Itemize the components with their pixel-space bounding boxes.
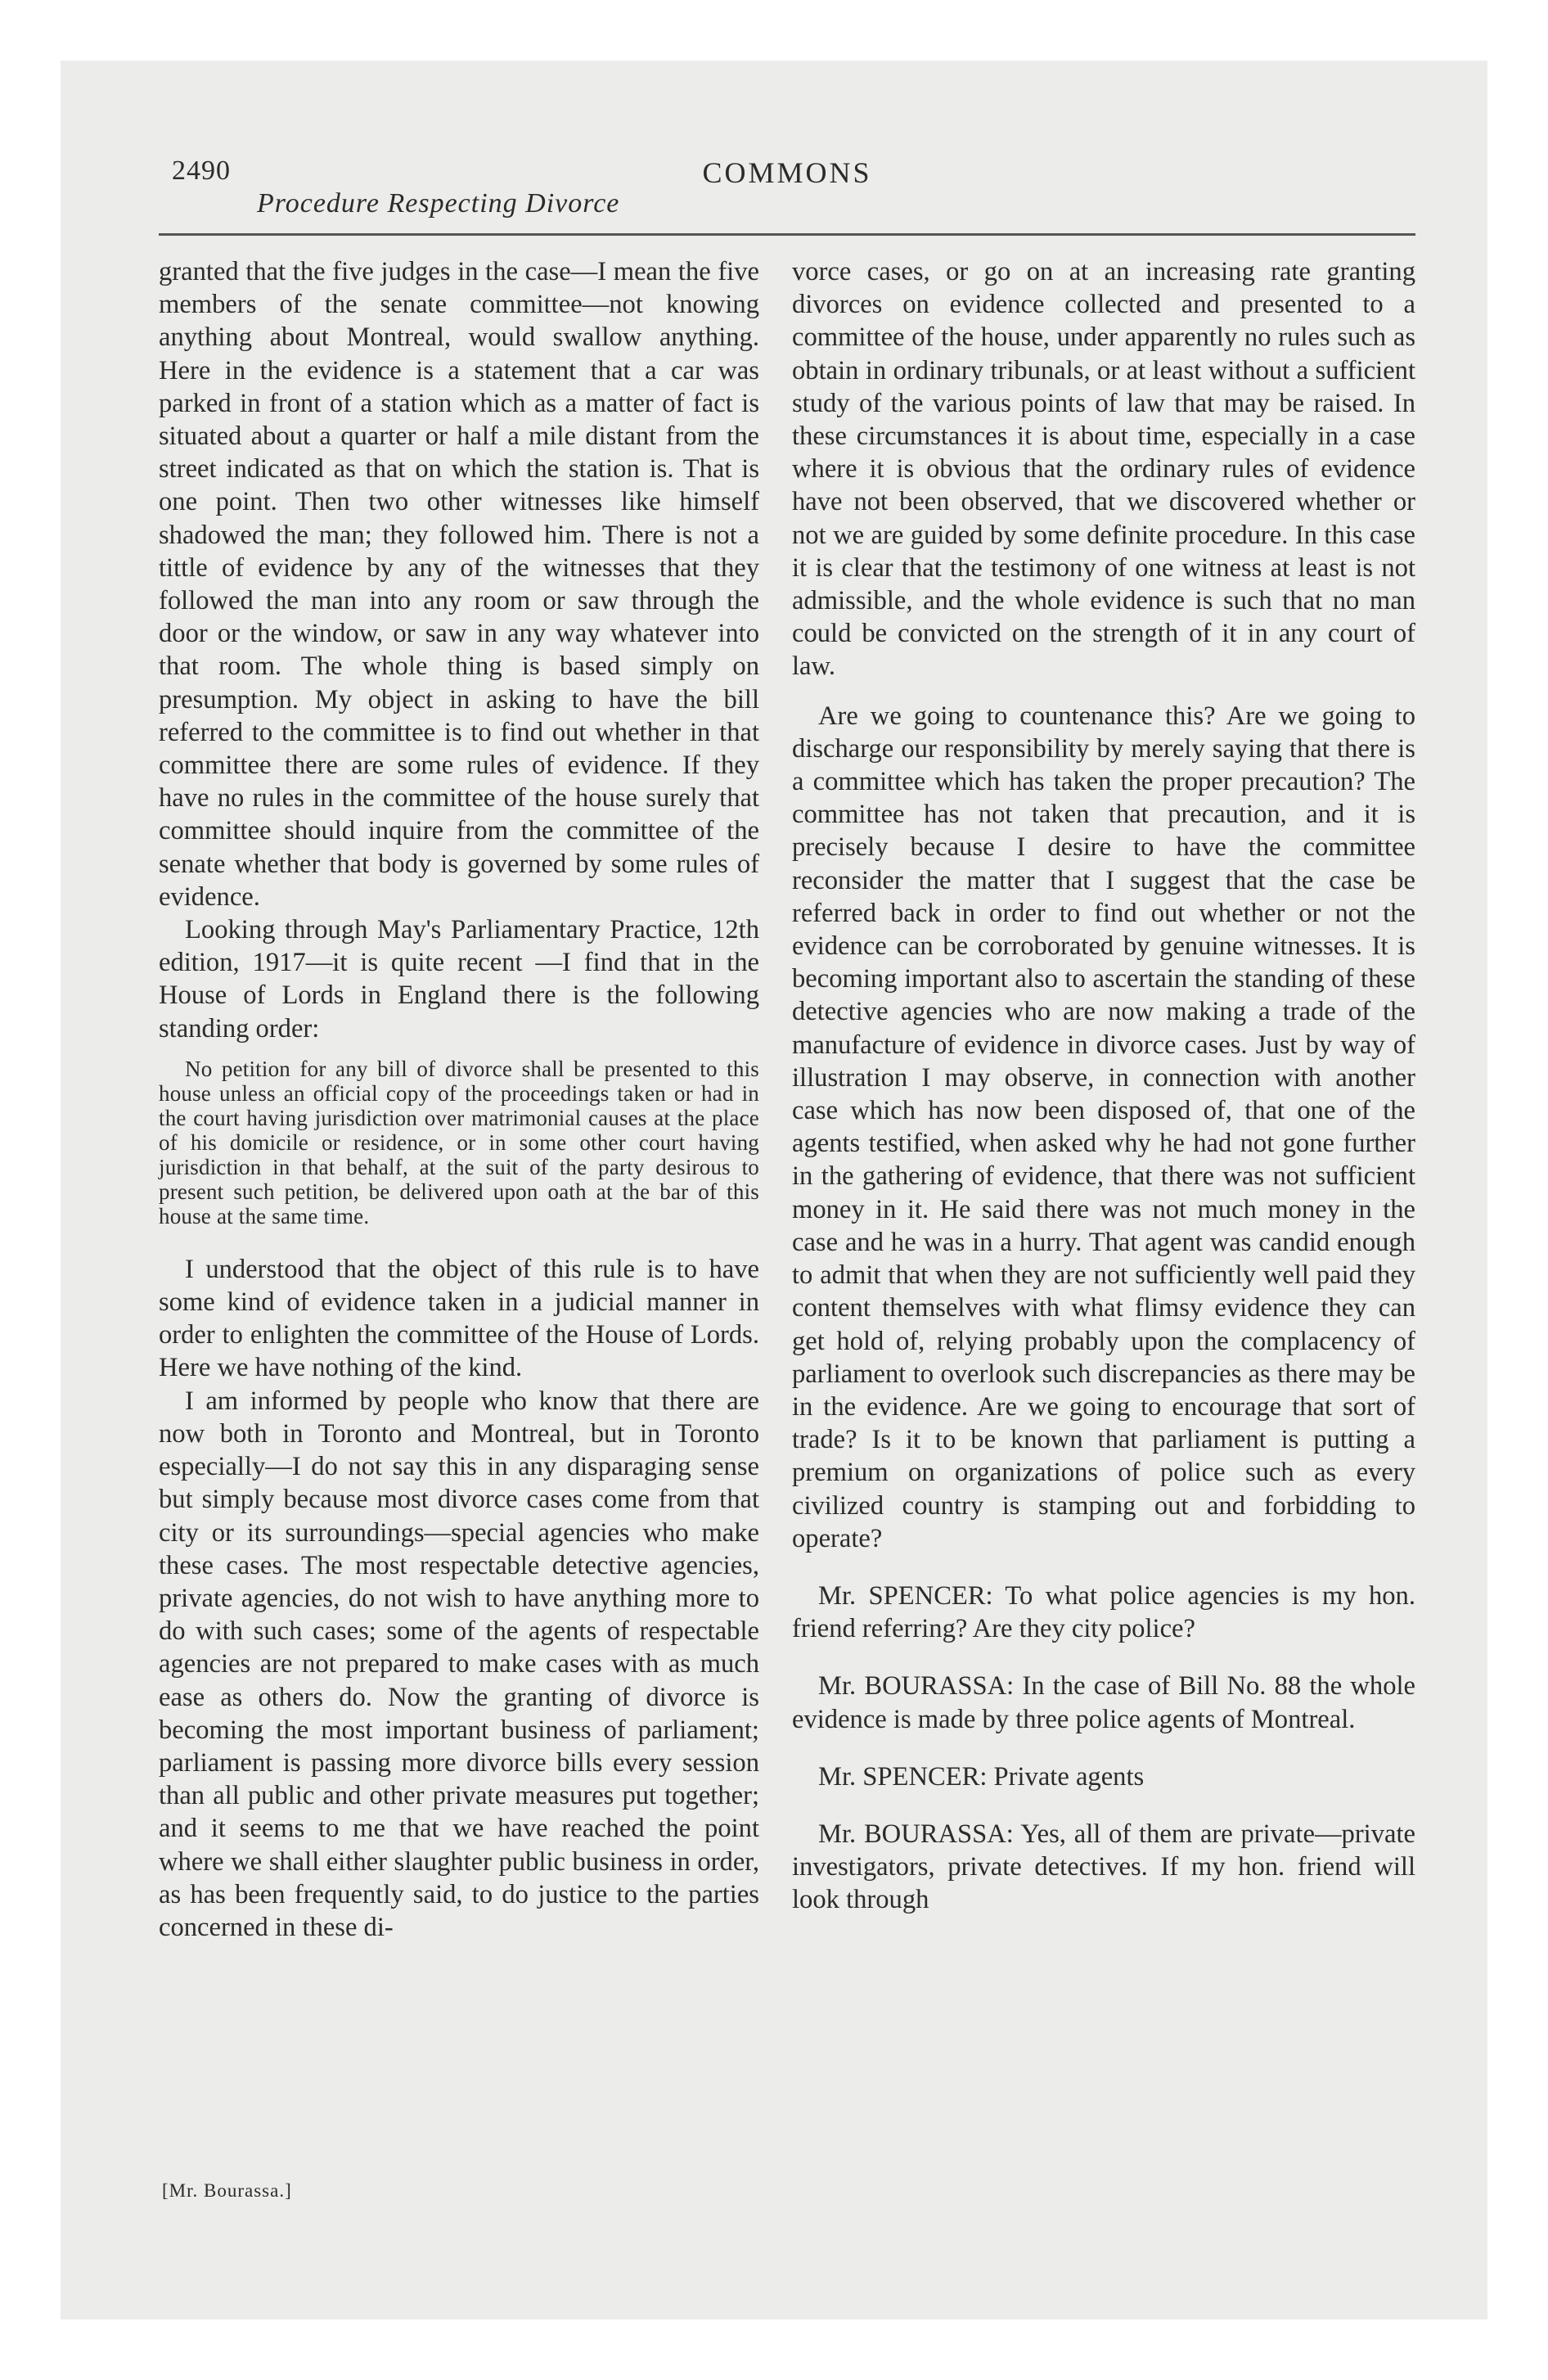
- speaker-paragraph: Mr. SPENCER: Private agents: [818, 1761, 1145, 1792]
- speaker-paragraph: Mr. BOURASSA: Yes, all of them are private—private investigators, private detectives. If my hon. friend will look through: [792, 1819, 1415, 1915]
- paragraph: I understood that the object of this rule is to have some kind of evidence taken in a judicial manner in order to enlighten the committee of the House of Lords. Here we have nothing of the kind.: [159, 1254, 759, 1383]
- paragraph: I am informed by people who know that there are now both in Toronto and Montreal, but in Toronto especially—I do not say this in any disparaging sense but simply because most divorce cases come from that city or its surroundings—special agencies who make these cases. The most respectable detective agencies, private agencies, do not wish to have anything more to do with such cases; some of the agents of respectable agencies are not prepared to make cases with as much ease as others do. Now the granting of divorce is becoming the most important business of parliament; parliament is passing more divorce bills every session than all public and other private measures put together; and it seems to me that we have reached the point where we shall either slaughter public business in order, as has been frequently said, to do justice to the parties concerned in these di-: [159, 1386, 759, 1942]
- block-quote: No petition for any bill of divorce shall be presented to this house unless an official copy of the proceedings taken or had in the court having jurisdiction over matrimonial causes at the place of his domicile or residence, or in some other court having jurisdiction in that behalf, at the suit of the party desirous to present such petition, be delivered upon oath at the bar of this house at the same time.: [159, 1056, 759, 1228]
- speaker-paragraph: Mr. BOURASSA: In the case of Bill No. 88 the whole evidence is made by three police agents of Montreal.: [792, 1671, 1415, 1734]
- running-title: COMMONS: [702, 156, 872, 189]
- paragraph: Looking through May's Parliamentary Practice, 12th edition, 1917—it is quite recent —I find that in the House of Lords in England there is the following standing order:: [159, 915, 759, 1044]
- section-subtitle: Procedure Respecting Divorce: [257, 188, 620, 219]
- header-rule: [159, 233, 1415, 236]
- speaker-paragraph: Mr. SPENCER: To what police agencies is my hon. friend referring? Are they city police?: [792, 1580, 1415, 1644]
- paragraph: vorce cases, or go on at an increasing rate granting divorces on evidence collected and presented to a committee of the house, under apparently no rules such as obtain in ordinary tribunals, or at least without a sufficient study of the various points of law that may be raised. In these circumstances it is about time, especially in a case where it is obvious that the ordinary rules of evidence have not been observed, that we discovered whether or not we are guided by some definite procedure. In this case it is clear that the testimony of one witness at least is not admissible, and the whole evidence is such that no man could be convicted on the strength of it in any court of law.: [792, 257, 1415, 682]
- paragraph: Are we going to countenance this? Are we going to discharge our responsibility by merely saying that there is a committee which has taken the proper precaution? The committee has not taken that precaution, and it is precisely because I desire to have the committee reconsider the matter that I suggest that the case be referred back in order to find out whether or not the evidence can be corroborated by genuine witnesses. It is becoming important also to ascertain the standing of these detective agencies who are now making a trade of the manufacture of evidence in divorce cases. Just by way of illustration I may observe, in connection with another case which has now been disposed of, that one of the agents testified, when asked why he had not gone further in the gathering of evidence, that there was not sufficient money in it. He said there was not much money in the case and he was in a hurry. That agent was candid enough to admit that when they are not sufficiently well paid they content themselves with what flimsy evidence they can get hold of, relying probably upon the complacency of parliament to overlook such discrepancies as there may be in the evidence. Are we going to encourage that sort of trade? Is it to be known that parliament is putting a premium on organizations of police such as every civilized country is stamping out and forbidding to operate?: [792, 701, 1415, 1553]
- page-number: 2490: [172, 156, 231, 186]
- paragraph: granted that the five judges in the case—I mean the five members of the senate committee—not knowing anything about Montreal, would swallow anything. Here in the evidence is a statement that a car was parked in front of a station which as a matter of fact is situated about a quarter or half a mile distant from the street indicated as that on which the station is. That is one point. Then two other witnesses like himself shadowed the man; they followed him. There is not a tittle of evidence by any of the witnesses that they followed the man into any room or saw through the door or the window, or saw in any way whatever into that room. The whole thing is based simply on presumption. My object in asking to have the bill referred to the committee is to find out whether in that committee there are some rules of evidence. If they have no rules in the committee of the house surely that committee should inquire from the committee of the senate whether that body is governed by some rules of evidence.: [159, 257, 759, 912]
- left-column: [159, 255, 759, 1944]
- page-header: [159, 156, 1415, 237]
- right-column: [792, 255, 1415, 1917]
- speaker-footnote: [Mr. Bourassa.]: [162, 2180, 292, 2201]
